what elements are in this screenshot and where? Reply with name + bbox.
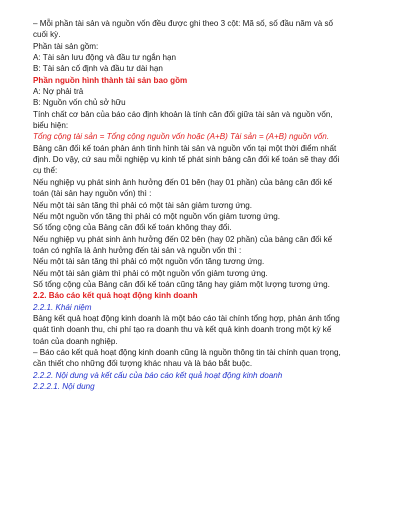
section-heading: 2.2. Báo cáo kết quả hoạt động kinh doanh xyxy=(33,291,198,301)
text-line: Số tổng cộng của Bảng cân đối kế toán cũng tăng hay giảm một lượng tương ứng. xyxy=(33,279,330,289)
text-line: B: Tài sản cố định và đầu tư dài hạn xyxy=(33,64,163,74)
document-body xyxy=(33,18,381,392)
text-line: Nếu một tài sản tăng thì phải có một nguồn vốn tăng tương ứng. xyxy=(33,257,265,267)
text-line: toán có nghĩa là ảnh hưởng đến tài sản và nguồn vốn thì : xyxy=(33,245,242,255)
text-line: Nếu nghiệp vụ phát sinh ảnh hưởng đến 01 bên (hay 01 phần) của bảng cân đối kế xyxy=(33,177,333,187)
text-line: Bảng cân đối kế toán phản ánh tình hình tài sản và nguồn vốn tại một thời điểm nhất xyxy=(33,143,337,153)
text-line: – Báo cáo kết quả hoạt động kinh doanh cũng là nguồn thông tin tài chính quan trọng, xyxy=(33,347,341,357)
section-heading: 2.2.1. Khái niệm xyxy=(33,302,92,312)
text-line: Tổng cộng tài sản = Tổng cộng nguồn vốn hoặc (A+B) Tài sản = (A+B) nguồn vốn. xyxy=(33,132,330,142)
text-line: cuối kỳ. xyxy=(33,30,61,40)
text-line: cụ thể: xyxy=(33,166,58,176)
text-line: Nếu một nguồn vốn tăng thì phải có một nguồn vốn giảm tương ứng. xyxy=(33,211,280,221)
text-line: Tính chất cơ bản của báo cáo định khoản là tính cân đối giữa tài sản và nguồn vốn, xyxy=(33,109,333,119)
text-line: cần thiết cho những đối tượng khác nhau và là báo bắt buộc. xyxy=(33,359,253,369)
text-line: biểu hiện: xyxy=(33,121,69,131)
section-heading: 2.2.2. Nội dung và kết cấu của báo cáo kết quả hoạt động kinh doanh xyxy=(33,370,283,380)
section-heading: Phần nguồn hình thành tài sản bao gồm xyxy=(33,75,188,85)
text-line: Nếu một tài sản tăng thì phải có một tài sản giảm tương ứng. xyxy=(33,200,253,210)
text-line: A: Tài sản lưu động và đầu tư ngắn hạn xyxy=(33,53,176,63)
text-line: A: Nợ phải trả xyxy=(33,87,84,97)
text-line: Nếu một tài sản giảm thì phải có một nguồn vốn giảm tương ứng. xyxy=(33,268,268,278)
text-line: quát tình doanh thu, chi phí tạo ra doanh thu và kết quả kinh doanh trong một kỳ kế xyxy=(33,325,332,335)
text-line: toán của doanh nghiệp. xyxy=(33,336,118,346)
text-line: – Mỗi phần tài sản và nguồn vốn đều được ghi theo 3 cột: Mã số, số đầu năm và số xyxy=(33,19,334,28)
text-line: định. Do vậy, cứ sau mỗi nghiệp vụ kinh tế phát sinh bảng cân đối kế toán sẽ thay đổi xyxy=(33,155,340,165)
text-line: toán (tài sản hay nguồn vốn) thì : xyxy=(33,189,152,199)
text-line: Nếu nghiệp vụ phát sinh ảnh hưởng đến 02 bên (hay 02 phần) của bảng cân đối kế xyxy=(33,234,333,244)
text-line: Bảng kết quả hoạt động kinh doanh là một báo cáo tài chính tổng hợp, phản ánh tổng xyxy=(33,313,340,323)
section-heading: 2.2.2.1. Nội dung xyxy=(33,382,95,391)
text-line: Phần tài sản gồm: xyxy=(33,41,99,51)
text-line: B: Nguồn vốn chủ sở hữu xyxy=(33,98,126,108)
text-line: Số tổng cộng của Bảng cân đối kế toán không thay đổi. xyxy=(33,223,232,233)
